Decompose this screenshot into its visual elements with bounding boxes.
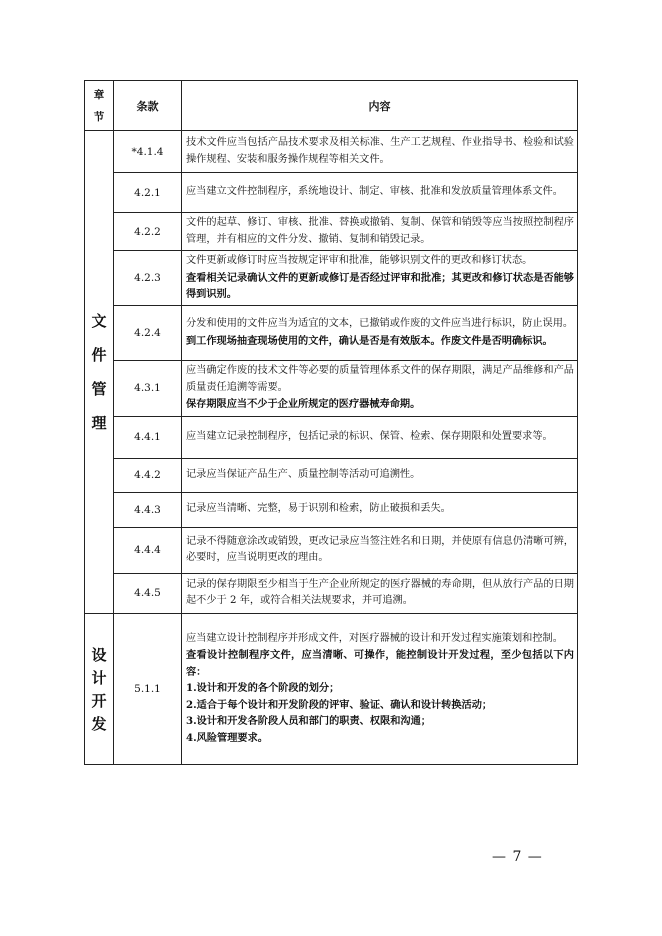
- requirement-text: 记录不得随意涂改或销毁，更改记录应当签注姓名和日期，并使原有信息仍清晰可辨，必要时，应当说明更改的理由。: [186, 535, 574, 563]
- clause-content: [182, 251, 578, 306]
- table-row: [85, 458, 578, 492]
- clause-number: 4.2.1: [114, 173, 182, 213]
- header-clause: 条款: [114, 81, 182, 131]
- table-row: [85, 360, 578, 416]
- requirement-text: 应当建立设计控制程序并形成文件，对医疗器械的设计和开发过程实施策划和控制。: [186, 632, 563, 644]
- inspection-note: 保存期限应当不少于企业所规定的医疗器械寿命期。: [186, 398, 421, 411]
- clause-number: 4.4.2: [114, 458, 182, 492]
- inspection-note: 查看设计控制程序文件，应当清晰、可操作，能控制设计开发过程，至少包括以下内容：: [186, 649, 574, 678]
- table-row: [85, 573, 578, 613]
- clause-number: 4.4.3: [114, 492, 182, 527]
- requirement-text: 文件的起草、修订、审核、批准、替换或撤销、复制、保管和销毁等应当按照控制程序管理，并有相应的文件分发、撤销、复制和销毁记录。: [186, 217, 574, 245]
- clause-number: 4.4.5: [114, 573, 182, 613]
- requirements-table: [84, 80, 578, 765]
- clause-number: 4.2.4: [114, 305, 182, 360]
- clause-content: [182, 131, 578, 173]
- inspection-note: 4.风险管理要求。: [186, 731, 268, 744]
- clause-number: *4.1.4: [114, 131, 182, 173]
- header-content: 内容: [182, 81, 578, 131]
- clause-content: [182, 360, 578, 416]
- requirement-text: 应当建立文件控制程序，系统地设计、制定、审核、批准和发放质量管理体系文件。: [186, 186, 563, 198]
- section-title: 设 计 开 发: [85, 613, 114, 764]
- header-row: [85, 81, 578, 131]
- clause-content: [182, 213, 578, 251]
- table-row: [85, 131, 578, 173]
- requirement-text: 分发和使用的文件应当为适宜的文本，已撤销或作废的文件应当进行标识，防止误用。: [186, 318, 574, 329]
- clause-number: 4.2.2: [114, 213, 182, 251]
- requirement-text: 记录应当清晰、完整，易于识别和检索，防止破损和丢失。: [186, 503, 451, 515]
- table-row: [85, 305, 578, 360]
- table-row: [85, 213, 578, 251]
- clause-number: 4.2.3: [114, 251, 182, 306]
- requirement-text: 应当确定作废的技术文件等必要的质量管理体系文件的保存期限，满足产品维修和产品质量责任追溯等需要。: [186, 365, 574, 393]
- clause-number: 5.1.1: [114, 613, 182, 764]
- requirement-text: 应当建立记录控制程序，包括记录的标识、保管、检索、保存期限和处置要求等。: [186, 430, 553, 442]
- table-row: [85, 527, 578, 573]
- header-chapter: 章 节: [85, 81, 114, 131]
- requirement-text: 记录的保存期限至少相当于生产企业所规定的医疗器械的寿命期，但从放行产品的日期起不少于 2 年，或符合相关法规要求，并可追溯。: [186, 578, 574, 606]
- table-row: [85, 613, 578, 764]
- requirement-text: 文件更新或修订时应当按规定评审和批准，能够识别文件的更改和修订状态。: [186, 255, 533, 266]
- inspection-note: 到工作现场抽查现场使用的文件，确认是否是有效版本。作废文件是否明确标识。: [186, 334, 553, 347]
- clause-content: [182, 613, 578, 764]
- table-row: [85, 173, 578, 213]
- requirement-text: 技术文件应当包括产品技术要求及相关标准、生产工艺规程、作业指导书、检验和试验操作规程、安装和服务操作规程等相关文件。: [186, 137, 574, 165]
- clause-content: [182, 173, 578, 213]
- table-row: [85, 251, 578, 306]
- table-row: [85, 492, 578, 527]
- requirement-text: 记录应当保证产品生产、质量控制等活动可追溯性。: [186, 468, 421, 480]
- clause-number: 4.4.4: [114, 527, 182, 573]
- clause-content: [182, 305, 578, 360]
- page-number: — 7 —: [492, 849, 543, 865]
- inspection-note: 查看相关记录确认文件的更新或修订是否经过评审和批准；其更改和修订状态是否能够得到识别。: [186, 271, 574, 300]
- clause-content: [182, 492, 578, 527]
- inspection-note: 2.适合于每个设计和开发阶段的评审、验证、确认和设计转换活动；: [186, 698, 493, 711]
- inspection-note: 1.设计和开发的各个阶段的划分；: [186, 682, 340, 695]
- clause-content: [182, 573, 578, 613]
- clause-content: [182, 458, 578, 492]
- inspection-note: 3.设计和开发各阶段人员和部门的职责、权限和沟通；: [186, 715, 431, 728]
- clause-content: [182, 527, 578, 573]
- table-row: [85, 416, 578, 458]
- clause-number: 4.4.1: [114, 416, 182, 458]
- section-title: 文 件 管 理: [85, 131, 114, 614]
- clause-content: [182, 416, 578, 458]
- clause-number: 4.3.1: [114, 360, 182, 416]
